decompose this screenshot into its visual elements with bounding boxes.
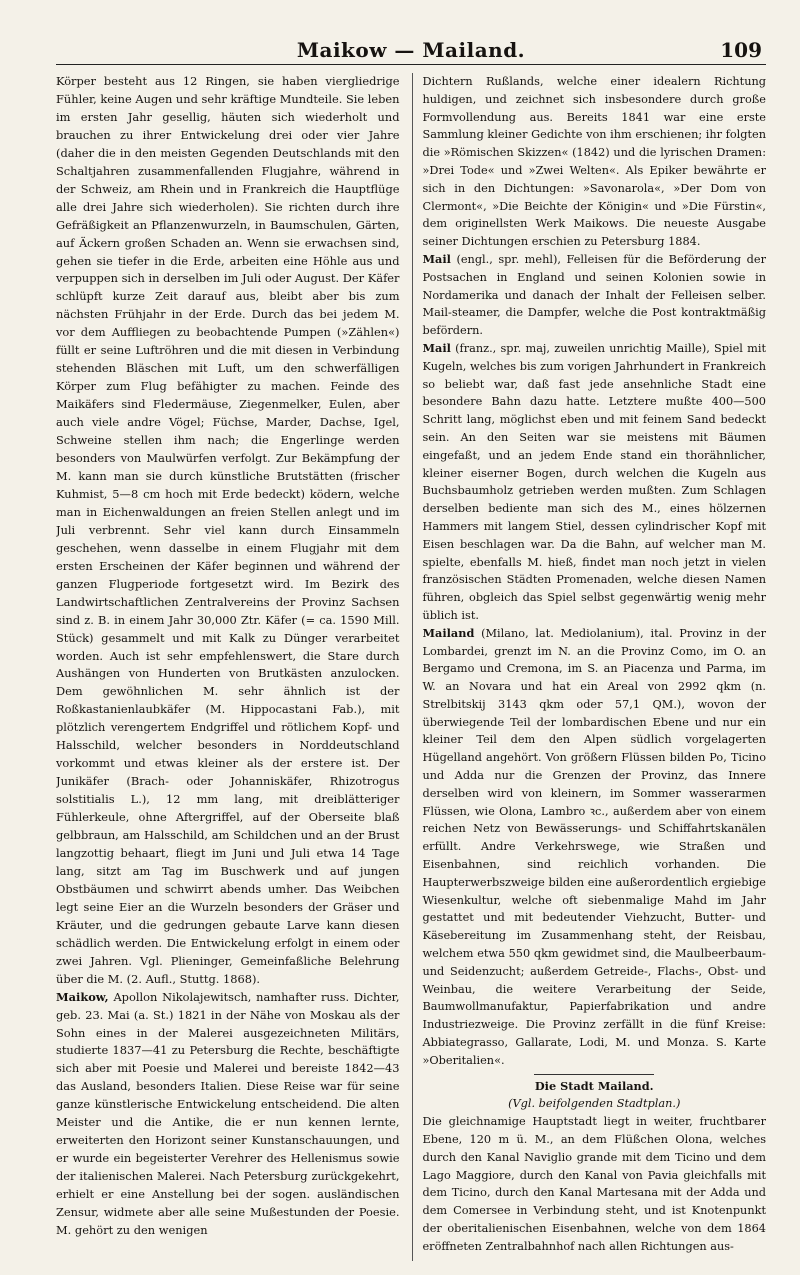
- headword-maikow: Maikow,: [56, 989, 109, 1004]
- headword-mail-engl: Mail: [422, 251, 451, 266]
- running-title: Maikow — Mailand.: [296, 38, 526, 62]
- section-note: (Vgl. beifolgenden Stadtplan.): [508, 1097, 681, 1111]
- entry-mailand-city: Die gleichnamige Hauptstadt liegt in weiter, fruchtbarer Ebene, 120 m ü. M., an dem Flüßchen Olona, welches durch den Kanal Naviglio grande mit dem Ticino und dem Lago Maggiore, durch den Kanal von Pavia gleichfalls mit dem Ticino, durch den Kanal Martesana mit der Adda und dem Comersee in Verbindung steht, und ist Knotenpunkt der oberitalienischen Eisenbahnen, welche von dem 1864 eröffneten Zentralbahnhof nach allen Richtungen aus-: [422, 1115, 766, 1253]
- entry-maikaefer-continued: Körper besteht aus 12 Ringen, sie haben viergliedrige Fühler, keine Augen und sehr kräftige Mundteile. Sie leben im ersten Jahr gesellig, häuten sich wiederholt und brauchen zu ihrer Entwickelung drei oder vier Jahre (daher die in den meisten Gegenden Deutschlands mit den Schaltjahren zusammenfallenden Flugjahre, während in der Schweiz, am Rhein und in Frankreich die Hauptflüge alle drei Jahre sich wiederholen). Sie richten durch ihre Gefräßigkeit an Pflanzenwurzeln, in Baumschulen, Gärten, auf Äckern großen Schaden an. Wenn sie erwachsen sind, gehen sie tiefer in die Erde, arbeiten eine Höhle aus und verpuppen sich in derselben im Juli oder August. Der Käfer schlüpft kurze Zeit darauf aus, bleibt aber bis zum nächsten Frühjahr in der Erde. Durch das bei jedem M. vor dem Auffliegen zu beobachtende Pumpen (»Zählen«) füllt er seine Luftröhren und die mit diesen in Verbindung stehenden Bläschen mit Luft, um den schwerfälligen Körper zum Flug befähigter zu machen. Feinde des Maikäfers sind Fledermäuse, Ziegenmelker, Eulen, aber auch viele andre Vögel; Füchse, Marder, Dachse, Igel, Schweine stellen ihm nach; die Engerlinge werden besonders von Maulwürfen verfolgt. Zur Bekämpfung der M. kann man sie durch künstliche Brutstätten (frischer Kuhmist, 5—8 cm hoch mit Erde bedeckt) ködern, welche man in Eichenwaldungen an freien Stellen anlegt und im Juli verbrennt. Sehr viel kann durch Einsammeln geschehen, wenn dasselbe in einem Flugjahr mit dem ersten Erscheinen der Käfer beginnen und während der ganzen Flugperiode fortgesetzt wird. Im Bezirk des Landwirtschaftlichen Zentralvereins der Provinz Sachsen sind z. B. in einem Jahr 30,000 Ztr. Käfer (= ca. 1590 Mill. Stück) gesammelt und mit Kalk zu Dünger verarbeitet worden. Auch ist sehr empfehlenswert, die Stare durch Aushängen von Hunderten von Brutkästen anzulocken. Dem gewöhnlichen M. sehr ähnlich ist der Roßkastanienlaubkäfer (M. Hippocastani Fab.), mit plötzlich verengertem Endgriffel und rötlichem Kopf- und Halsschild, welcher besonders in Norddeutschland vorkommt und etwas kleiner als der erstere ist. Der Junikäfer (Brach- oder Johanniskäfer, Rhizotrogus solstitialis L.), 12 mm lang, mit dreiblätteriger Fühlerkeule, ohne Aftergriffel, auf der Oberseite blaß gelbbraun, am Halsschild, am Schildchen und an der Brust langzottig behaart, fliegt im Juni und Juli etwa 14 Tage lang, sitzt am Tag im Buschwerk und auf jungen Obstbäumen und schwirrt abends umher. Das Weibchen legt seine Eier an die Wurzeln besonders der Gräser und Kräuter, und die gedrungen gebaute Larve kann diesen schädlich werden. Die Entwickelung erfolgt in einem oder zwei Jahren. Vgl. Plieninger, Gemeinfaßliche Belehrung über die M. (2. Aufl., Stuttg. 1868).: [56, 74, 400, 986]
- page-header: [56, 34, 766, 65]
- entry-mail-franz: [423, 340, 767, 625]
- headword-mail-franz: Mail: [422, 340, 451, 355]
- entry-mail-franz-text: (franz., spr. maj, zuweilen unrichtig Maille), Spiel mit Kugeln, welches bis zum vorigen Jahrhundert in Frankreich so beliebt war, daß fast jede ansehnliche Stadt eine besondere Bahn dazu hatte. Letztere mußte 400—500 Schritt lang, möglichst eben und mit feinem Sand bedeckt sein. An den Seiten war sie meistens mit Bäumen eingefaßt, und an jedem Ende stand ein thorähnlicher, kleiner eiserner Bogen, durch welchen die Kugeln aus Buchsbaumholz getrieben werden mußten. Zum Schlagen derselben bediente man sich des M., eines hölzernen Hammers mit langem Stiel, dessen cylindrischer Kopf mit Eisen beschlagen war. Da die Bahn, auf welcher man M. spielte, ebenfalls M. hieß, findet man noch jetzt in vielen französischen Städten Promenaden, welche diesen Namen führen, obgleich das Spiel selbst gegenwärtig wenig mehr üblich ist.: [422, 341, 766, 622]
- entry-maikow: [56, 989, 400, 1240]
- section-divider: [534, 1074, 654, 1075]
- entry-mailand-province: [423, 625, 767, 1070]
- section-title: Die Stadt Mailand.: [534, 1078, 654, 1093]
- entry-maikow-continued: Dichtern Rußlands, welche einer idealern Richtung huldigen, und zeichnet sich insbesondere durch große Formvollendung aus. Bereits 1841 war eine erste Sammlung kleiner Gedichte von ihm erschienen; ihr folgten die »Römischen Skizzen« (1842) und die lyrischen Dramen: »Drei Tode« und »Zwei Welten«. Als Epiker bewährte er sich in den Dichtungen: »Savonarola«, »Der Dom von Clermont«, »Die Beichte der Königin« und »Die Fürstin«, dem originellsten Werk Maikows. Die neueste Ausgabe seiner Dichtungen erschien zu Petersburg 1884.: [422, 75, 766, 249]
- left-column: [56, 73, 400, 1261]
- headword-mailand: Mailand: [422, 625, 475, 640]
- page-number: 109: [720, 38, 762, 62]
- entry-mail-engl-text: (engl., spr. mehl), Felleisen für die Beförderung der Postsachen in England und seinen Kolonien sowie in Nordamerika und danach der Inhalt der Felleisen selber. Mail-steamer, die Dampfer, welche die Post kontraktmäßig befördern.: [422, 252, 766, 338]
- entry-maikow-text: Apollon Nikolajewitsch, namhafter russ. Dichter, geb. 23. Mai (a. St.) 1821 in der Nähe von Moskau als der Sohn eines in der Malerei ausgezeichneten Militärs, studierte 1837—41 zu Petersburg die Rechte, beschäftigte sich aber mit Poesie und Malerei und bereiste 1842—43 das Ausland, besonders Italien. Diese Reise war für seine ganze künstlerische Entwickelung entscheidend. Die alten Meister und die Antike, die er nun kennen lernte, erweiterten den Horizont seiner Kunstanschauungen, und er wurde ein begeisterter Verehrer des Hellenismus sowie der italienischen Malerei. Nach Petersburg zurückgekehrt, erhielt er eine Anstellung bei der sogen. ausländischen Zensur, widmete aber alle seine Mußestunden der Poesie. M. gehört zu den wenigen: [56, 989, 400, 1237]
- text-columns: [56, 73, 766, 1261]
- entry-mailand-text: (Milano, lat. Mediolanium), ital. Provinz in der Lombardei, grenzt im N. an die Provinz Como, im O. an Bergamo und Cremona, im S. an Piacenza und Parma, im W. an Novara und hat ein Areal von 2992 qkm (n. Strelbitskij 3143 qkm oder 57,1 QM.), wovon der überwiegende Teil der lombardischen Ebene und nur ein kleiner Teil dem den Alpen südlich vorgelagerten Hügelland angehört. Von größern Flüssen bilden Po, Ticino und Adda nur die Grenzen der Provinz, das Innere derselben wird von kleinern, im Sommer wasserarmen Flüssen, wie Olona, Lambro ꝛc., außerdem aber von einem reichen Netz von Bewässerungs- und Schiffahrtskanälen erfüllt. Andre Verkehrswege, wie Straßen und Eisenbahnen, sind reichlich vorhanden. Die Haupterwerbszweige bilden eine außerordentlich ergiebige Wiesenkultur, welche oft siebenmalige Mahd im Jahr gestattet und mit bedeutender Viehzucht, Butter- und Käsebereitung im Zusammenhang steht, der Reisbau, welchem etwa 550 qkm gewidmet sind, die Maulbeerbaum- und Seidenzucht; außerdem Getreide-, Flachs-, Obst- und Weinbau, die weitere Verarbeitung der Seide, Baumwollmanufaktur, Papierfabrikation und andre Industriezweige. Die Provinz zerfällt in die fünf Kreise: Abbiategrasso, Gallarate, Lodi, M. und Monza. S. Karte »Oberitalien«.: [422, 626, 766, 1067]
- right-column: [412, 73, 767, 1261]
- entry-mail-engl: [423, 251, 767, 340]
